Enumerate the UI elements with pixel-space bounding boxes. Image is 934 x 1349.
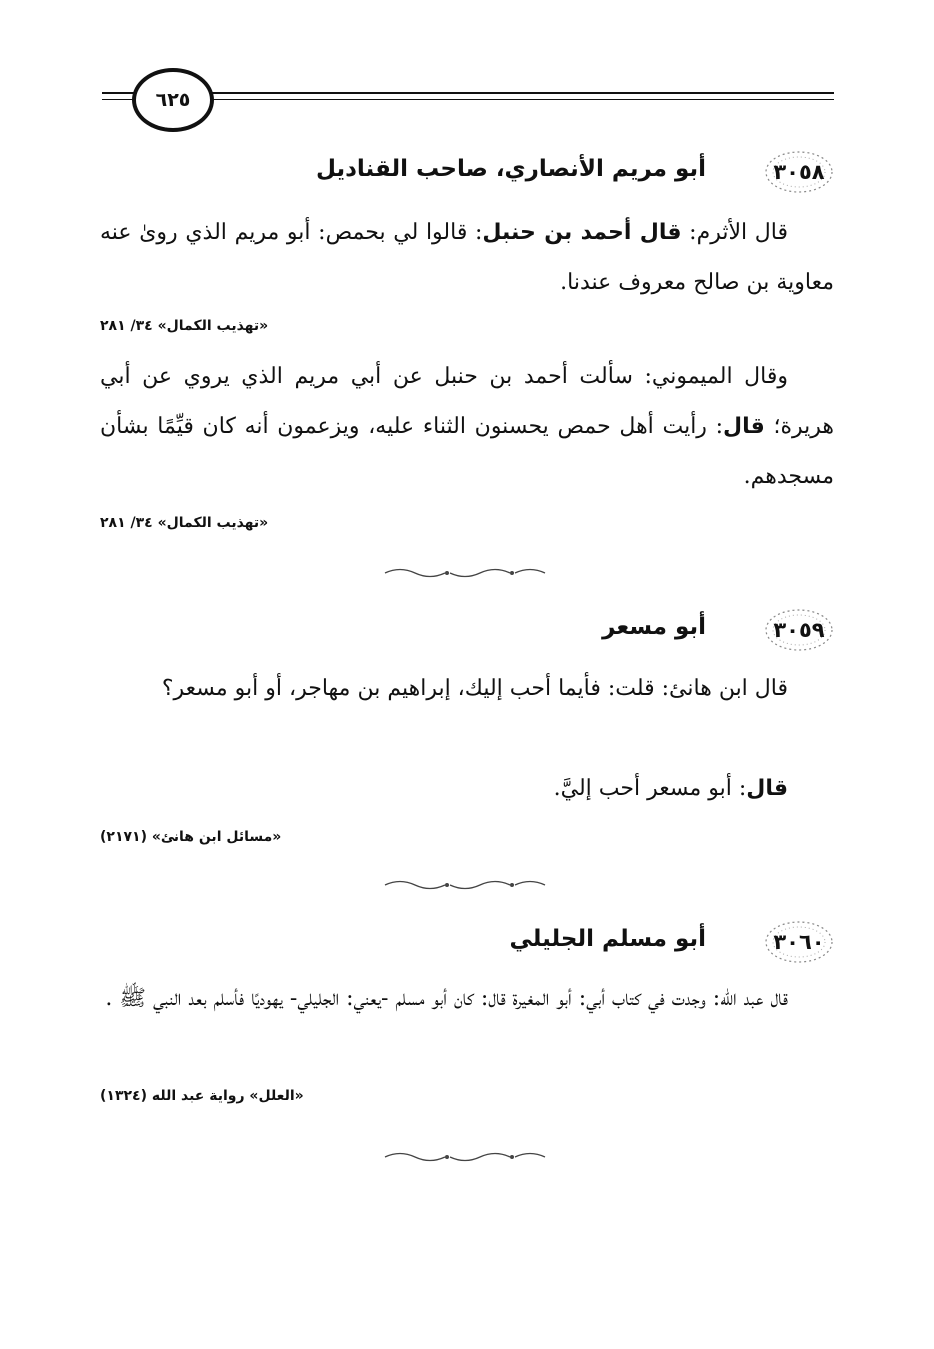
bold-text: قال <box>723 414 765 439</box>
paragraph <box>100 764 834 814</box>
entry-number: ٣٠٥٨ <box>773 160 825 184</box>
paragraph-text: : قالوا لي بحمص: أبو مريم الذي رویٰ عنه معاوية بن صالح معروف عندنا. <box>100 220 834 295</box>
entry-number-badge <box>764 920 834 964</box>
paragraph-text: قال الأثرم: <box>681 220 788 245</box>
paragraph-text: : رأيت أهل حمص يحسنون الثناء عليه، ويزعمون أنه كان قيِّمًا بشأن مسجدهم. <box>100 414 834 489</box>
entry-header <box>100 150 834 196</box>
entry-title: أبو مريم الأنصاري، صاحب القناديل <box>315 156 706 182</box>
ornament-divider-icon <box>380 878 550 892</box>
ornament-divider-icon <box>380 566 550 580</box>
source-reference: «مسائل ابن هانئ» (٢١٧١) <box>100 829 282 845</box>
entry-number-badge <box>764 150 834 194</box>
paragraph-text: وقال الميموني: سألت أحمد بن حنبل عن أبي مريم الذي يروي عن أبي هريرة؛ <box>100 364 835 439</box>
source-reference: «العلل» رواية عبد الله (١٣٢٤) <box>100 1088 304 1104</box>
entry-number: ٣٠٦٠ <box>773 930 825 954</box>
source-reference: «تهذيب الكمال» ٣٤/ ٢٨١ <box>100 318 269 334</box>
entry-title: أبو مسلم الجليلي <box>509 926 706 952</box>
source-reference: «تهذيب الكمال» ٣٤/ ٢٨١ <box>100 515 269 531</box>
bold-text: قال أحمد بن حنبل <box>482 220 682 245</box>
entry-header <box>100 920 834 966</box>
entry-number: ٣٠٥٩ <box>773 618 825 642</box>
bold-text: قال <box>746 776 788 801</box>
entry-title: أبو مسعر <box>602 614 706 640</box>
paragraph: قال عبد الله: وجدت في كتاب أبي: أبو المغيرة قال: كان أبو مسلم -يعني: الجليلي- يهوديًا فأسلم بعد النبي ﷺ . <box>105 986 788 1011</box>
paragraph: قال ابن هانئ: قلت: فأيما أحب إليك، إبراهيم بن مهاجر، أو أبو مسعر؟ <box>161 676 788 701</box>
paragraph-text: : أبو مسعر أحب إليَّ. <box>553 776 747 801</box>
entry-header <box>100 608 834 654</box>
entry-number-badge <box>764 608 834 652</box>
ornament-divider-icon <box>380 1150 550 1164</box>
page-number: ٦٢٥ <box>132 68 214 132</box>
paragraph <box>100 208 834 308</box>
paragraph <box>100 352 834 502</box>
